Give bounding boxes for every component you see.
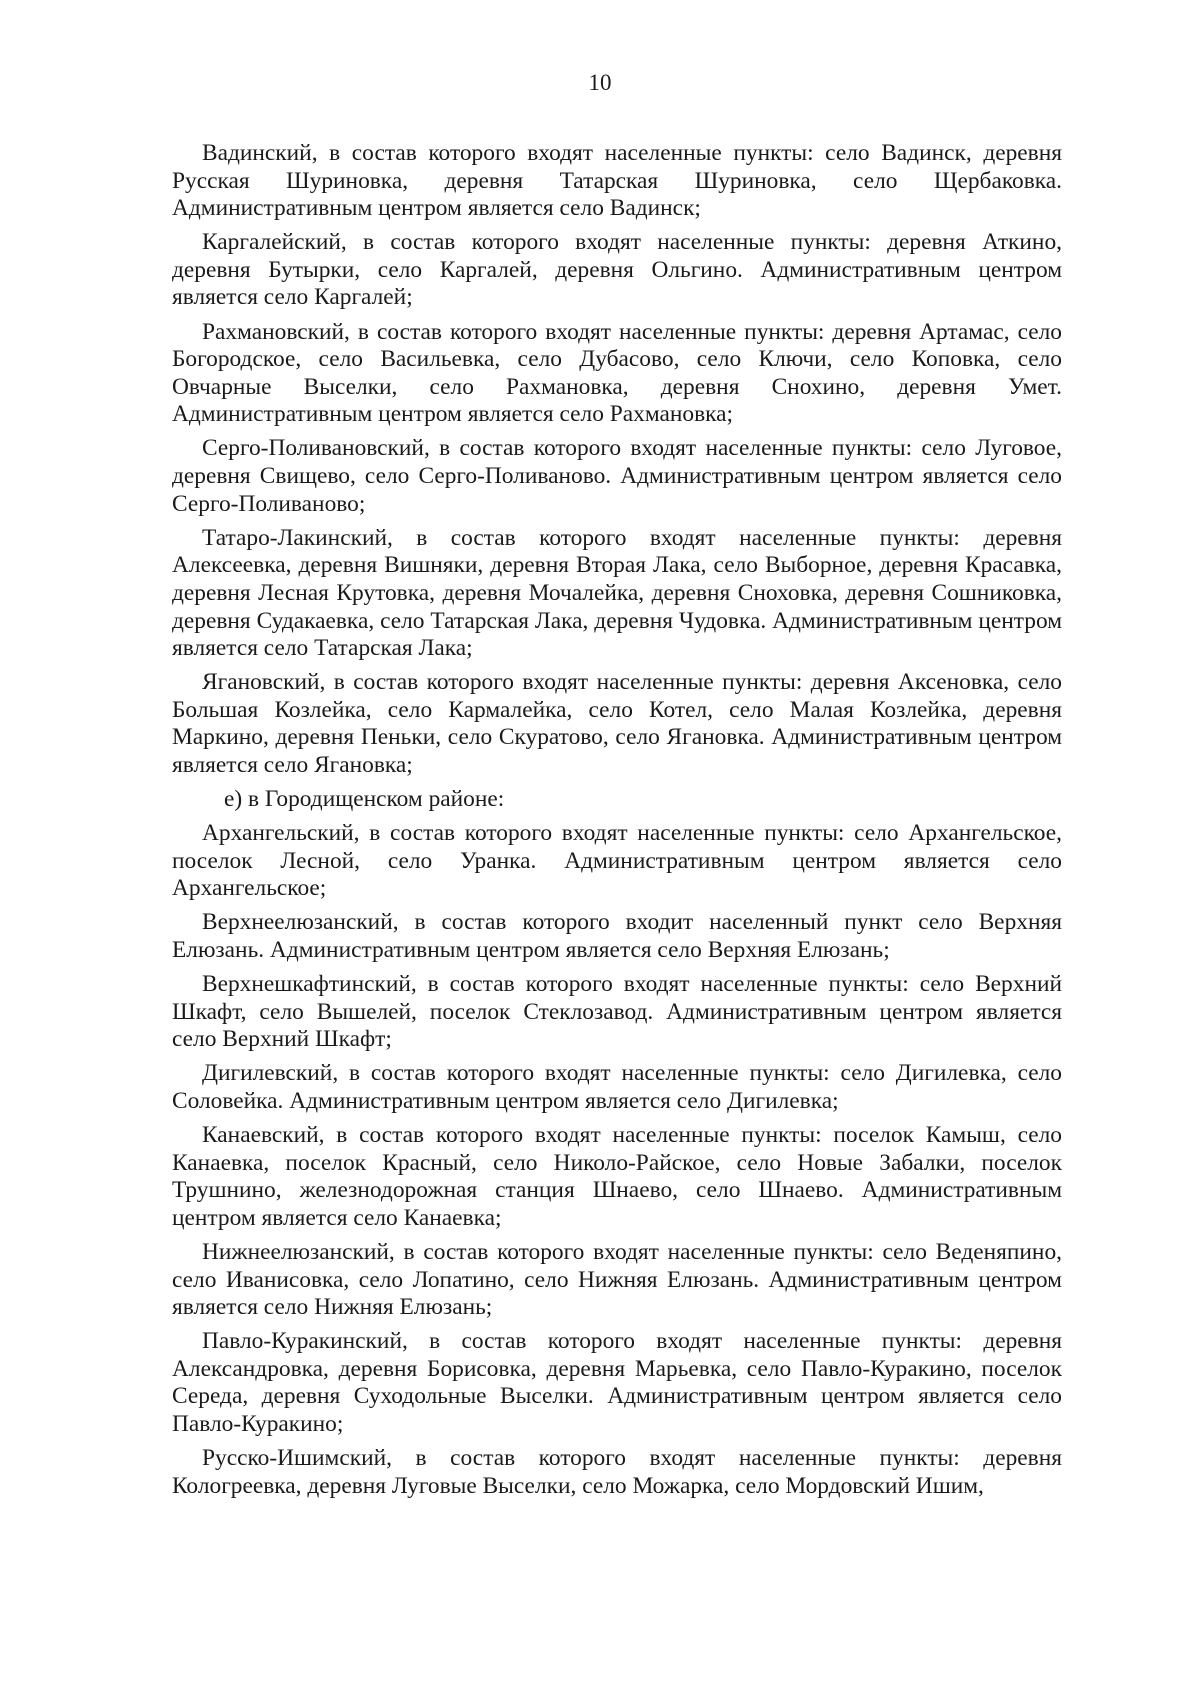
- page-number: 10: [588, 70, 612, 95]
- section-subheading-gorodishchensky: е) в Городищенском районе:: [224, 786, 505, 813]
- paragraph-nizhneelyuzansky: Нижнеелюзанский, в состав которого входят населенные пункты: село Веденяпино, село Иванисовка, село Лопатино, село Нижняя Елюзань. Административным центром является село Нижняя Елюзань;: [172, 1238, 1062, 1321]
- paragraph-verkhneelyuzansky: Верхнеелюзанский, в состав которого входит населенный пункт село Верхняя Елюзань. Административным центром является село Верхняя Елюзань;: [172, 909, 1062, 964]
- paragraph-sergo-polivanovsky: Серго-Поливановский, в состав которого входят населенные пункты: село Луговое, деревня Свищево, село Серго-Поливаново. Административным центром является село Серго-Поливаново;: [172, 435, 1062, 517]
- paragraph-arkhangelsky: Архангельский, в состав которого входят населенные пункты: село Архангельское, поселок Лесной, село Уранка. Административным центром является село Архангельское;: [172, 820, 1062, 902]
- paragraph-verkhneshkaftinsky: Верхнешкафтинский, в состав которого входят населенные пункты: село Верхний Шкафт, село Вышелей, поселок Стеклозавод. Административным центром является село Верхний Шкафт;: [172, 971, 1062, 1053]
- paragraph-russko-ishimsky: Русско-Ишимский, в состав которого входят населенные пункты: деревня Кологреевка, деревня Луговые Выселки, село Можарка, село Мордовский Ишим,: [172, 1445, 1062, 1499]
- paragraph-vadinsky: Вадинский, в состав которого входят населенные пункты: село Вадинск, деревня Русская Шуриновка, деревня Татарская Шуриновка, село Щербаковка. Административным центром является село Вадинск;: [172, 140, 1062, 222]
- document-body: [172, 140, 1062, 1507]
- paragraph-tataro-lakinsky: Татаро-Лакинский, в состав которого входят населенные пункты: деревня Алексеевка, деревня Вишняки, деревня Вторая Лака, село Выборное, деревня Красавка, деревня Лесная Крутовка, деревня Мочалейка, деревня Сноховка, деревня Сошниковка, деревня Судакаевка, село Татарская Лака, деревня Чудовка. Административным центром является село Татарская Лака;: [172, 524, 1062, 662]
- paragraph-kanaevsky: Канаевский, в состав которого входят населенные пункты: поселок Камыш, село Канаевка, поселок Красный, село Николо-Райское, село Новые Забалки, поселок Трушнино, железнодорожная станция Шнаево, село Шнаево. Административным центром является село Канаевка;: [172, 1122, 1062, 1231]
- paragraph-rakhmanovsky: Рахмановский, в состав которого входят населенные пункты: деревня Артамас, село Богородское, село Васильевка, село Дубасово, село Ключи, село Коповка, село Овчарные Выселки, село Рахмановка, деревня Снохино, деревня Умет. Административным центром является село Рахмановка;: [172, 318, 1062, 428]
- paragraph-kargaleysky: Каргалейский, в состав которого входят населенные пункты: деревня Аткино, деревня Бутырки, село Каргалей, деревня Ольгино. Административным центром является село Каргалей;: [172, 229, 1062, 311]
- paragraph-pavlo-kurakinsky: Павло-Куракинский, в состав которого входят населенные пункты: деревня Александровка, деревня Борисовка, деревня Марьевка, село Павло-Куракино, поселок Середа, деревня Суходольные Выселки. Административным центром является село Павло-Куракино;: [172, 1328, 1062, 1438]
- paragraph-yaganovsky: Ягановский, в состав которого входят населенные пункты: деревня Аксеновка, село Большая Козлейка, село Кармалейка, село Котел, село Малая Козлейка, деревня Маркино, деревня Пеньки, село Скуратово, село Ягановка. Административным центром является село Ягановка;: [172, 669, 1062, 778]
- paragraph-digilevsky: Дигилевский, в состав которого входят населенные пункты: село Дигилевка, село Соловейка. Административным центром является село Дигилевка;: [172, 1060, 1062, 1114]
